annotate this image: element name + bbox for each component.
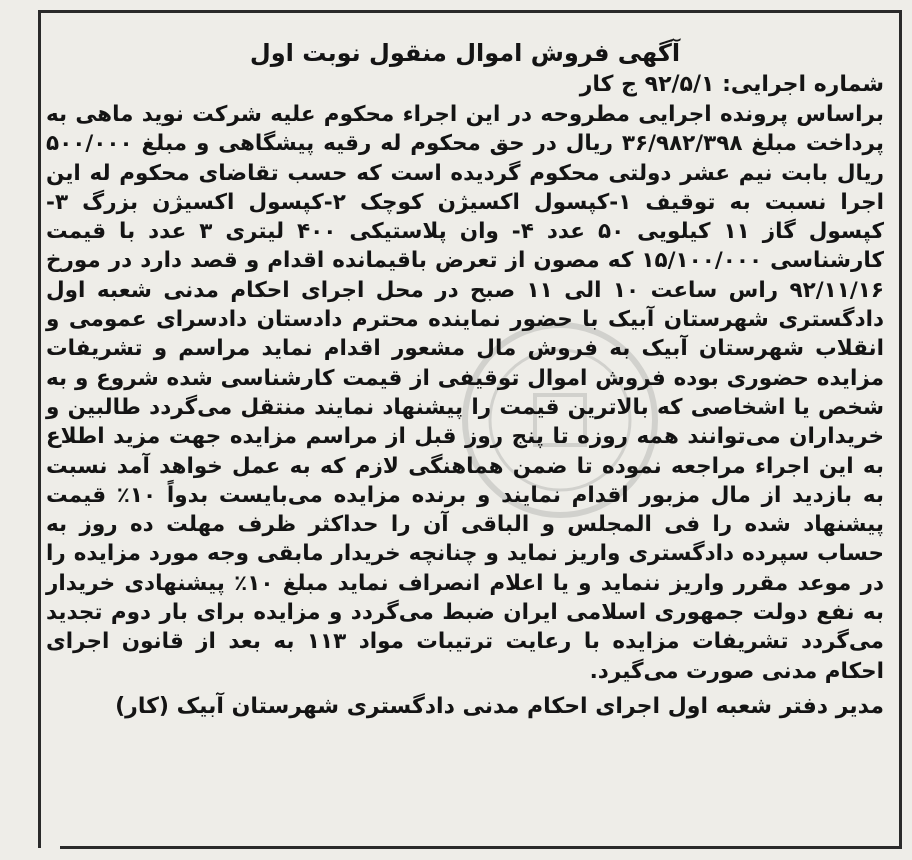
notice-content — [46, 36, 884, 722]
notice-title: آگهی فروش اموال منقول نوبت اول — [249, 39, 681, 67]
bottom-border-rule — [60, 846, 902, 849]
notice-body: براساس پرونده اجرایی مطروحه در این اجراء محکوم علیه شرکت نوید ماهی به پرداخت مبلغ ۳۶/۹۸۲/۳۹۸ ریال در حق محکوم له رقیه پیشگاهی و مبلغ ۵۰۰/۰۰۰ ریال بابت نیم عشر دولتی محکوم گردیده است که حسب تقاضای محکوم له این اجرا نسبت به توقیف ۱-کپسول اکسیژن کوچک ۲-کپسول اکسیژن بزرگ ۳- کپسول گاز ۱۱ کیلویی ۵۰ عدد ۴- وان پلاستیکی ۴۰۰ لیتری ۳ عدد با قیمت کارشناسی ۱۵/۱۰۰/۰۰۰ که مصون از تعرض باقیمانده اقدام و قصد دارد در مورخ ۹۲/۱۱/۱۶ راس ساعت ۱۰ الی ۱۱ صبح در محل اجرای احکام مدنی شعبه اول دادگستری شهرستان آبیک با حضور نماینده محترم دادستان دادسرای عمومی و انقلاب شهرستان آبیک به فروش مال مشعور اقدام نماید مراسم و تشریفات مزایده حضوری بوده فروش اموال توقیفی از قیمت کارشناسی شده شروع و به شخص یا اشخاصی که بالاترین قیمت را پیشنهاد نمایند منتقل می‌گردد طالبین و خریداران می‌توانند همه روزه تا پنج روز قبل از مراسم مزایده جهت مزید اطلاع به این اجراء مراجعه نموده تا ضمن هماهنگی لازم که به عمل خواهد آمد نسبت به بازدید از مال مزبور اقدام نمایند و برنده مزایده می‌بایست بدواً ۱۰٪ قیمت پیشنهاد شده را فی المجلس و الباقی آن را حداکثر ظرف مهلت ده روز به حساب سپرده دادگستری واریز نماید و چنانچه خریدار مابقی وجه مورد مزایده را در موعد مقرر واریز ننماید و یا اعلام انصراف نماید مبلغ ۱۰٪ پیشنهادی خریدار به نفع دولت جمهوری اسلامی ایران ضبط می‌گردد و مزایده برای بار دوم تجدید می‌گردد تشریفات مزایده با رعایت ترتیبات مواد ۱۱۳ به بعد از قانون اجرای احکام مدنی صورت می‌گیرد. — [46, 102, 885, 684]
notice-signature: مدیر دفتر شعبه اول اجرای احکام مدنی دادگستری شهرستان آبیک (کار) — [115, 693, 884, 719]
execution-number: شماره اجرایی: ۹۲/۵/۱ ج کار — [579, 72, 884, 97]
